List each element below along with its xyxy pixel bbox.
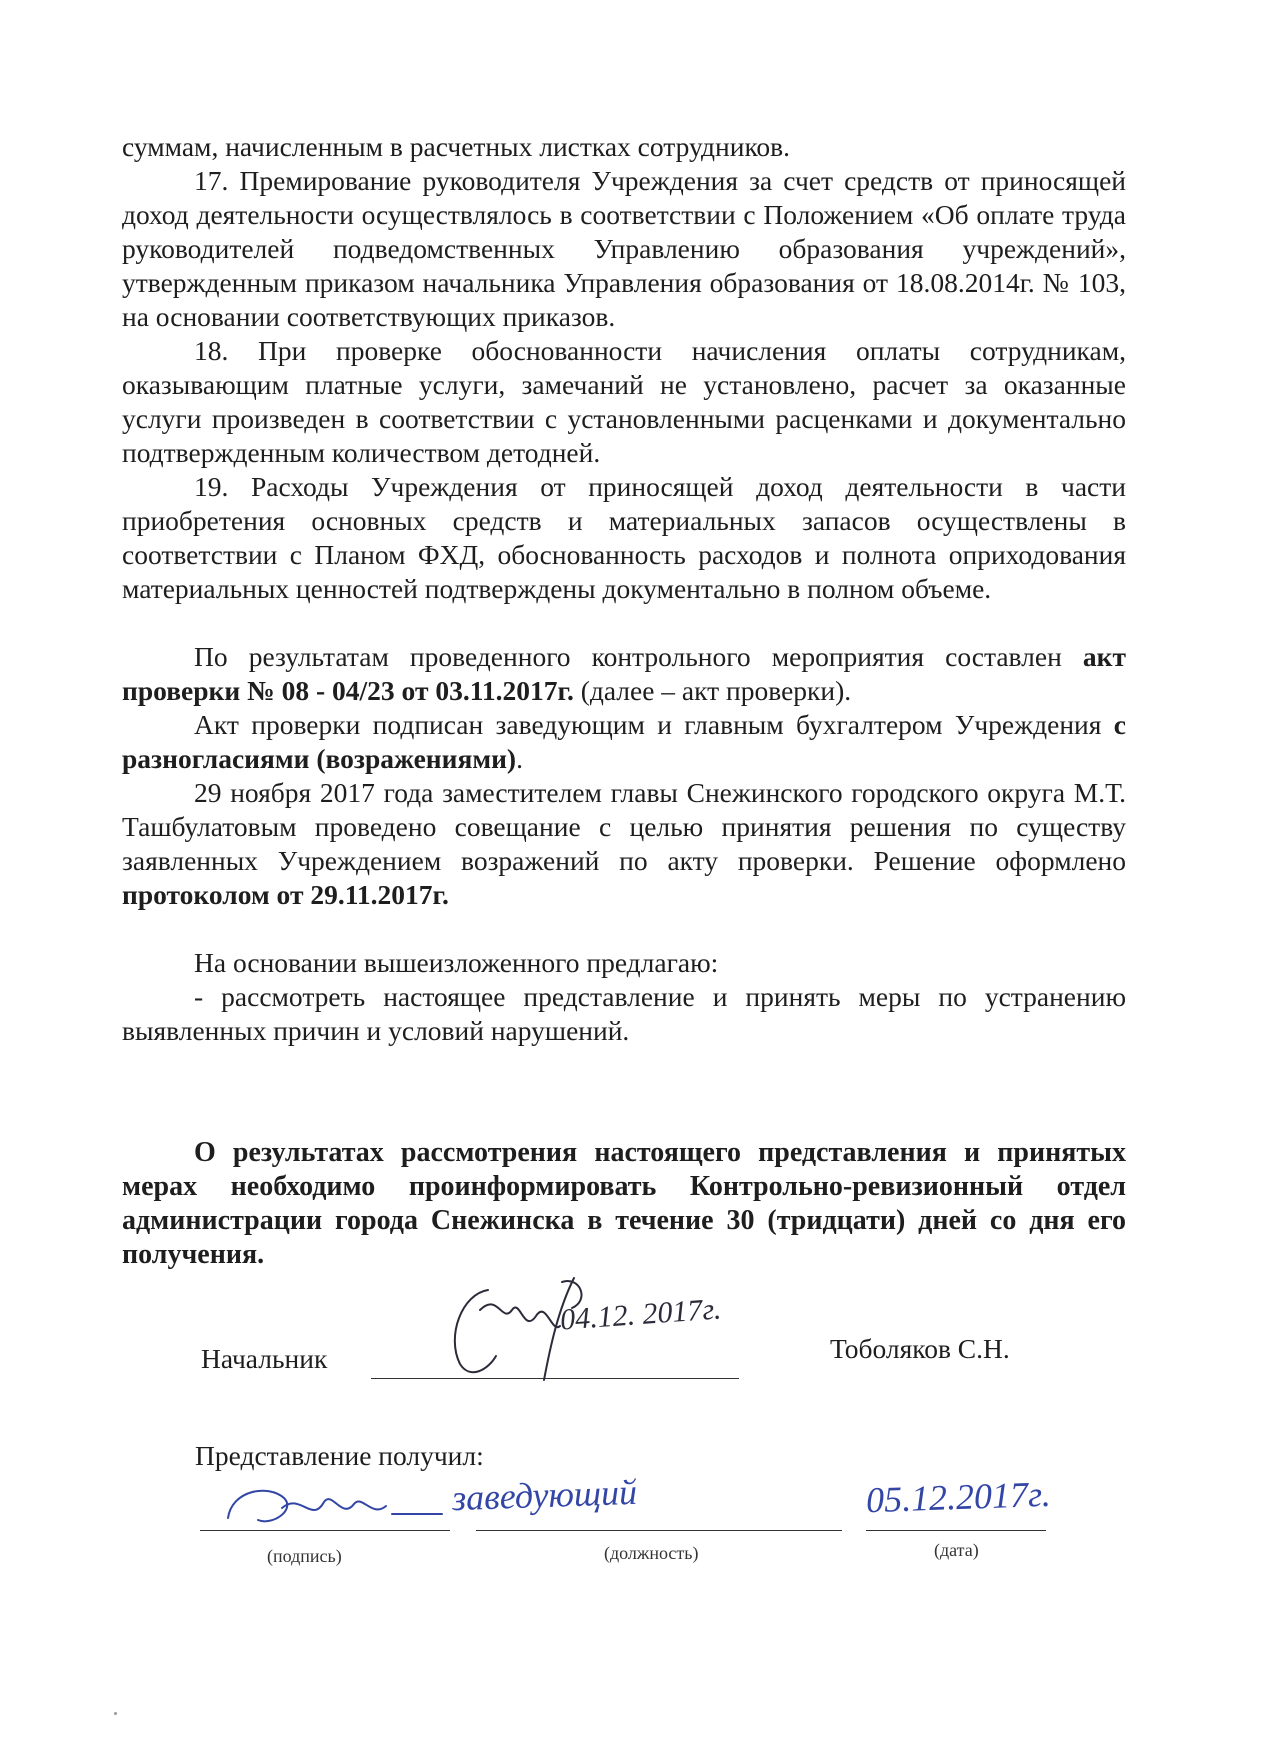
- paragraph-19: [122, 470, 1126, 606]
- handwritten-date-receipt: 05.12.2017г.: [865, 1473, 1052, 1521]
- body-text: [122, 130, 1126, 1048]
- receipt-label: Представление получил:: [195, 1440, 484, 1471]
- disagreement-note: с разногласиями (возражениями): [122, 709, 1126, 774]
- signatory-name: Тоболяков С.Н.: [830, 1333, 1010, 1364]
- paragraph-text: - рассмотреть настоящее представление и принять меры по устранению выявленных причин и условий нарушений.: [122, 981, 1126, 1046]
- act-reference: акт проверки № 08 - 04/23 от 03.11.2017г.: [122, 641, 1126, 706]
- paragraph-text: 29 ноября 2017 года заместителем главы Снежинского городского округа М.Т. Ташбулатовым проведено совещание с целью принятия решения по существу заявленных Учреждением возражений по акту проверки. Решение оформлено: [122, 777, 1126, 876]
- handwritten-signature-receiver: [222, 1478, 452, 1538]
- handwritten-position: заведующий: [451, 1471, 638, 1519]
- caption-position: (должность): [604, 1543, 699, 1563]
- paragraph-proposal-intro: [122, 946, 1126, 980]
- paragraph-act-result: [122, 640, 1126, 708]
- paragraph-meeting: [122, 776, 1126, 912]
- signature-line-receiver: [200, 1530, 450, 1531]
- signatory-position: Начальник: [201, 1343, 328, 1374]
- paragraph-17: [122, 164, 1126, 334]
- paragraph-text: .: [516, 743, 523, 774]
- final-notice: О результатах рассмотрения настоящего представления и принятых мерах необходимо проинформировать Контрольно-ревизионный отдел администрации города Снежинска в течение 30 (тридцати) дней со дня его получения.: [122, 1137, 1126, 1270]
- date-line: [866, 1530, 1046, 1531]
- paragraph-continuation: [122, 130, 1126, 164]
- paragraph-text: суммам, начисленным в расчетных листках сотрудников.: [122, 131, 791, 162]
- position-line: [476, 1530, 842, 1531]
- paragraph-act-signed: [122, 708, 1126, 776]
- paragraph-text: 17. Премирование руководителя Учреждения за счет средств от приносящей доход деятельности осуществлялось в соответствии с Положением «Об оплате труда руководителей подведомственных Управлению образования учреждений», утвержденным приказом начальника Управления образования от 18.08.2014г. № 103, на основании соответствующих приказов.: [122, 165, 1126, 332]
- scan-speck: [114, 1712, 117, 1715]
- paragraph-text: 19. Расходы Учреждения от приносящей доход деятельности в части приобретения основных средств и материальных запасов осуществлены в соответствии с Планом ФХД, обоснованность расходов и полнота оприходования материальных ценностей подтверждены документально в полном объеме.: [122, 471, 1126, 604]
- paragraph-text: Акт проверки подписан заведующим и главным бухгалтером Учреждения: [194, 709, 1114, 740]
- protocol-reference: протоколом от 29.11.2017г.: [122, 879, 449, 910]
- caption-date: (дата): [934, 1540, 979, 1560]
- paragraph-text: По результатам проведенного контрольного мероприятия составлен: [194, 641, 1083, 672]
- caption-signature: (подпись): [267, 1546, 342, 1566]
- handwritten-date-head: 04.12. 2017г.: [559, 1292, 723, 1337]
- paragraph-18: [122, 334, 1126, 470]
- paragraph-text: 18. При проверке обоснованности начисления оплаты сотрудникам, оказывающим платные услуги, замечаний не установлено, расчет за оказанные услуги произведен в соответствии с установленными расценками и документально подтвержденным количеством детодней.: [122, 335, 1126, 468]
- paragraph-proposal-item: [122, 980, 1126, 1048]
- paragraph-text: (далее – акт проверки).: [573, 675, 852, 706]
- paragraph-text: На основании вышеизложенного предлагаю:: [194, 947, 719, 978]
